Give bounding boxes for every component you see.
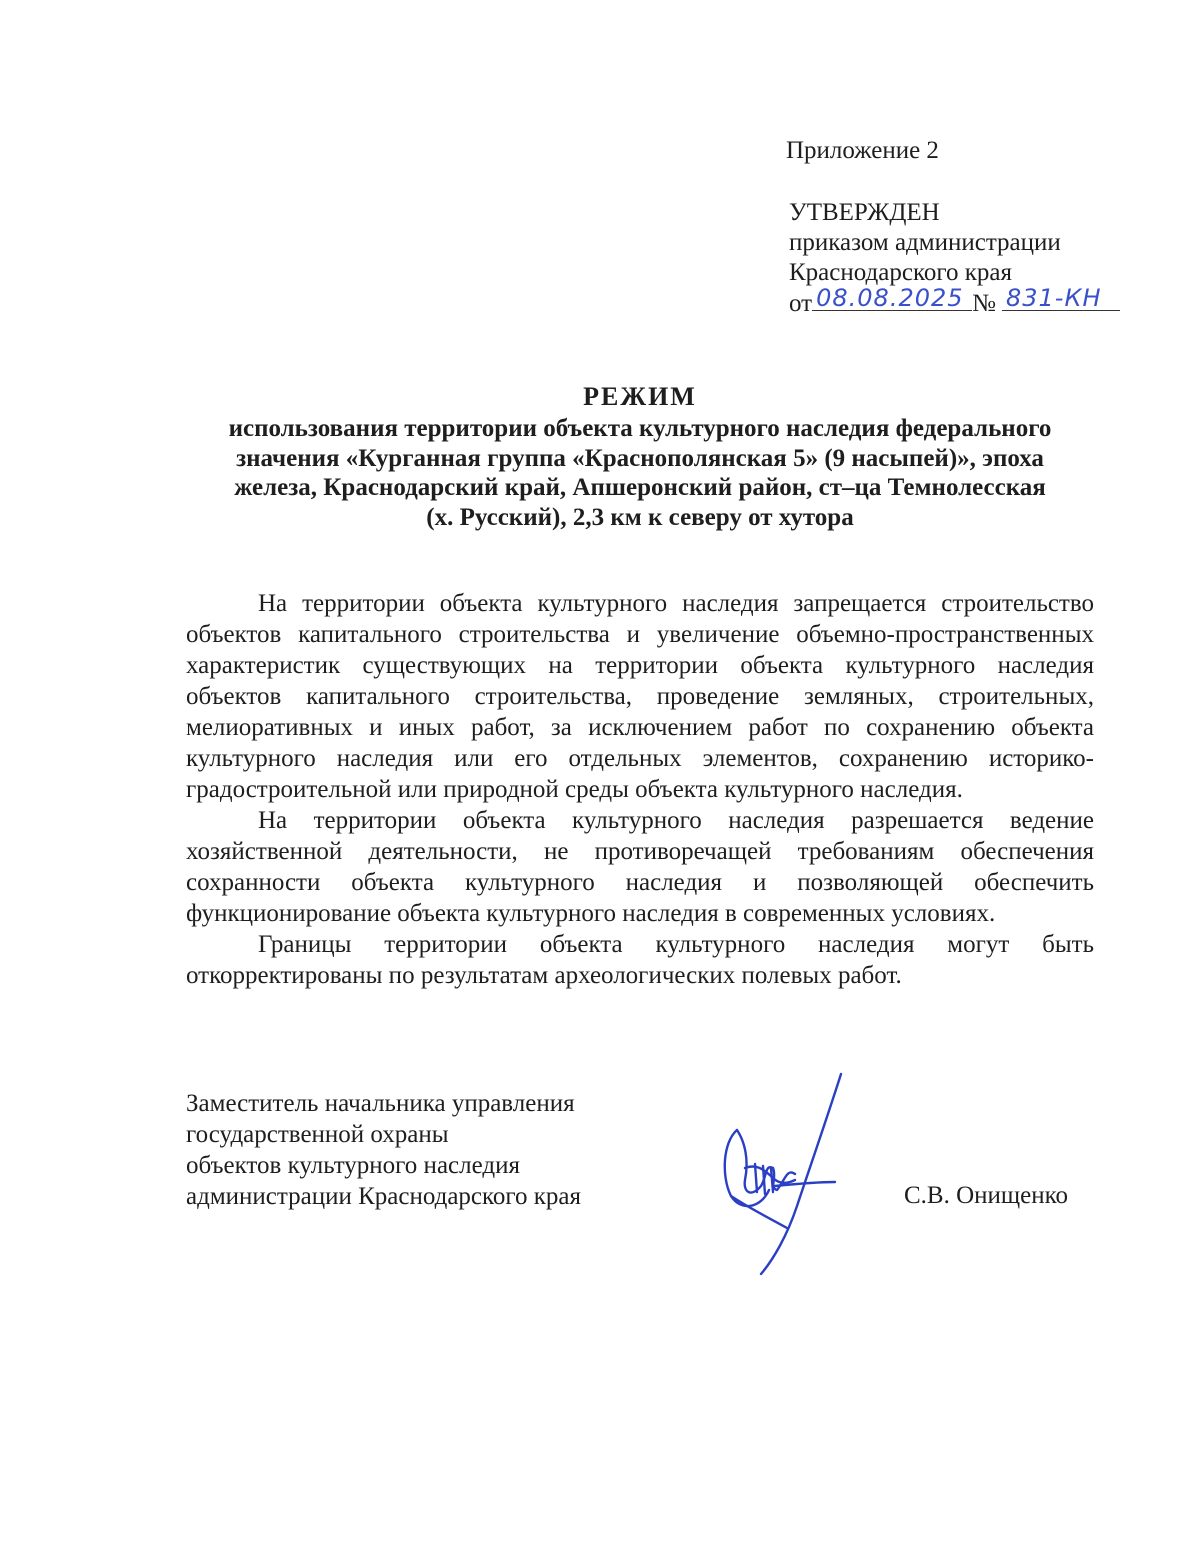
- appendix-label: Приложение 2: [786, 137, 939, 164]
- approval-stamp-block: [789, 198, 1120, 318]
- signer-name: С.В. Онищенко: [904, 1182, 1069, 1209]
- signer-position: [186, 1088, 581, 1212]
- title-main: РЕЖИМ: [583, 382, 697, 411]
- approval-heading: УТВЕРЖДЕН: [789, 199, 940, 226]
- number-prefix: №: [972, 290, 996, 317]
- number-field: [1002, 284, 1120, 312]
- document-title: [180, 380, 1100, 532]
- signer-position-line: государственной охраны: [186, 1121, 449, 1148]
- approval-date-row: [789, 284, 1120, 318]
- approval-by-order: приказом администрации: [789, 229, 1061, 256]
- document-body: [186, 588, 1094, 991]
- approval-region: Краснодарского края: [789, 259, 1012, 286]
- signer-position-line: администрации Краснодарского края: [186, 1183, 582, 1210]
- title-line: (х. Русский), 2,3 км к северу от хутора: [426, 503, 854, 531]
- signer-position-line: Заместитель начальника управления: [186, 1090, 575, 1117]
- title-line: значения «Курганная группа «Краснополянская 5» (9 насыпей)», эпоха: [236, 444, 1044, 472]
- handwritten-date: 08.08.2025: [816, 284, 964, 312]
- handwritten-signature: [715, 1068, 855, 1278]
- date-prefix: от: [789, 290, 813, 317]
- title-line: использования территории объекта культурного наследия федерального: [228, 415, 1052, 442]
- paragraph-boundaries: Границы территории объекта культурного наследия могут быть откорректированы по результатам археологических полевых работ.: [186, 931, 1094, 989]
- paragraph-prohibitions: На территории объекта культурного наследия запрещается строительство объектов капитального строительства и увеличение объемно-пространственных характеристик существующих на территории объекта культурного наследия объектов капитального строительства, проведение земляных, строительных, мелиоративных и иных работ, за исключением работ по сохранению объекта культурного наследия или его отдельных элементов, сохранению историко-градостроительной или природной среды объекта культурного наследия.: [186, 590, 1094, 803]
- paragraph-permissions: На территории объекта культурного наследия разрешается ведение хозяйственной деятельности, не противоречащей требованиям обеспечения сохранности объекта культурного наследия и позволяющей обеспечить функционирование объекта культурного наследия в современных условиях.: [186, 807, 1094, 927]
- date-field: [812, 284, 972, 312]
- handwritten-number: 831-КН: [1005, 284, 1102, 312]
- title-line: железа, Краснодарский край, Апшеронский район, ст–ца Темнолесская: [234, 474, 1046, 501]
- signer-position-line: объектов культурного наследия: [186, 1152, 520, 1179]
